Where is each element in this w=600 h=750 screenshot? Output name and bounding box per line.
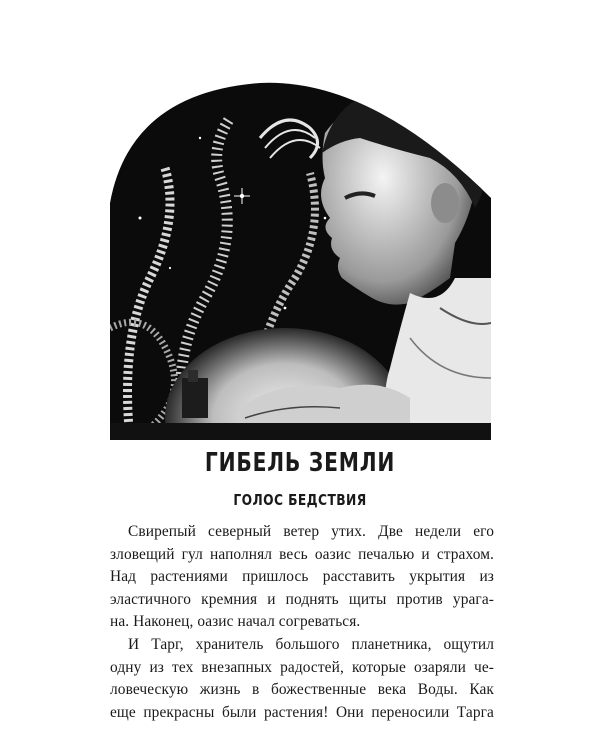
- text-line: еще прекрасны были растения! Они переносили Тарга: [110, 703, 494, 721]
- text-line: эластичного кремния и поднять щиты против урага-: [110, 590, 494, 608]
- text-line: на. Наконец, оазис начал согреваться.: [110, 613, 361, 631]
- text-line: Свирепый северный ветер утих. Две недели его: [128, 523, 494, 540]
- body-text: [110, 521, 494, 724]
- text-line: Над растениями пришлось расставить укрытия из: [110, 568, 494, 586]
- illustration-art: [110, 78, 491, 440]
- paragraph: [110, 634, 494, 724]
- paragraph: [110, 521, 494, 634]
- text-line: И Тарг, хранитель большого планетника, ощутил: [128, 635, 494, 653]
- text-line: одну из тех внезапных радостей, которые озаряли че-: [110, 658, 494, 676]
- chapter-title: ГИБЕЛЬ ЗЕМЛИ: [204, 448, 396, 478]
- section-title: ГОЛОС БЕДСТВИЯ: [233, 491, 367, 509]
- text-line: зловещий гул наполнял весь оазис печалью и страхом.: [110, 545, 494, 563]
- chapter-illustration: [110, 78, 491, 440]
- text-line: ловеческую жизнь в божественные века Воды. Как: [110, 681, 494, 699]
